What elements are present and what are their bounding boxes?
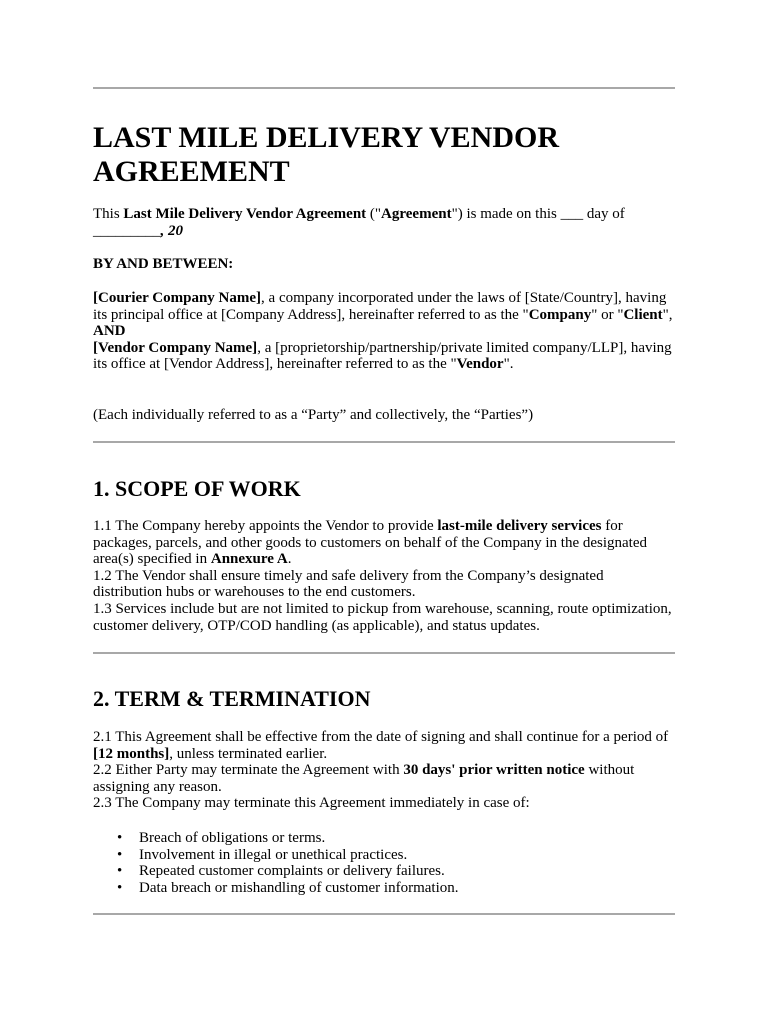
horizontal-rule [93,87,675,89]
text-run: " or " [591,306,624,323]
bold-text: Vendor [456,356,504,373]
text-run: , unless terminated earlier. [169,745,328,762]
bold-text: Last Mile Delivery Vendor Agreement [123,206,367,222]
bullet-icon: • [117,879,123,896]
intro-paragraph [93,206,675,239]
bold-text: [12 months] [93,745,170,762]
termination-reasons-list [93,830,675,896]
text-run: ") is made on this ___ day of [451,206,625,222]
text-run: 2.3 The Company may terminate this Agreement immediately in case of: [93,795,530,812]
bullet-icon: • [117,863,123,880]
text-run: This [93,206,124,222]
text-run: 2.1 This Agreement shall be effective from the date of signing and shall continue for a period of [93,729,669,745]
text-run: ". [503,356,514,373]
list-item-text: Breach of obligations or terms. [139,830,326,846]
section-body-scope [93,518,675,634]
text-run: 1.2 The Vendor shall ensure timely and safe delivery from the Company’s designated distribution hubs or warehouses to the end customers. [93,567,604,601]
text-run: 1.1 The Company hereby appoints the Vendor to provide [93,518,438,534]
bold-text: AND [93,323,126,340]
text-run: 2.2 Either Party may terminate the Agreement with [93,762,404,779]
list-item-text: Data breach or mishandling of customer information. [139,879,459,896]
horizontal-rule [93,441,675,443]
list-item [93,863,675,880]
bullet-icon: • [117,846,123,863]
text-run: , a company incorporated under the laws of [State/Country], having its principal office at [Company Address], hereinafter referred to as the " [93,290,667,323]
section-heading-term: 2. TERM & TERMINATION [93,686,371,711]
bold-italic-text: , 20 [160,222,183,239]
list-item [93,830,675,847]
text-run: 1.3 Services include but are not limited to pickup from warehouse, scanning, route optimization, customer delivery, OTP/COD handling (as applicable), and status updates. [93,600,672,634]
text-run: without assigning any reason. [93,762,635,795]
horizontal-rule [93,652,675,654]
section-heading-scope: 1. SCOPE OF WORK [93,476,301,501]
bullet-icon: • [117,830,123,846]
list-item [93,880,675,897]
section-body-term [93,729,675,812]
bold-text: Client [623,306,663,323]
bold-text: last-mile delivery services [437,518,602,534]
text-run: (" [366,206,382,222]
list-item-text: Repeated customer complaints or delivery failures. [139,863,445,880]
text-run: , a [proprietorship/partnership/private limited company/LLP], having its office at [Vendor Address], hereinafter referred to as the " [93,339,672,373]
bold-text: Annexure A [210,551,288,568]
bold-text: [Vendor Company Name] [93,339,258,356]
text-run: _________ [93,222,161,239]
document-title: LAST MILE DELIVERY VENDOR AGREEMENT [93,121,559,188]
horizontal-rule [93,913,675,915]
bold-text: Agreement [381,206,452,222]
parties-note: (Each individually referred to as a “Party” and collectively, the “Parties”) [93,407,534,423]
bold-text: Company [528,306,592,323]
text-run: . [287,551,292,568]
bold-text: [Courier Company Name] [93,290,262,306]
text-run: for packages, parcels, and other goods to customers on behalf of the Company in the designated area(s) specified in [93,518,648,568]
bold-text: 30 days' prior written notice [403,762,585,779]
parties-paragraph [93,290,675,373]
by-and-between-label: BY AND BETWEEN: [93,256,234,272]
list-item-text: Involvement in illegal or unethical practices. [139,846,408,863]
text-run: ", [662,306,673,323]
list-item [93,847,675,864]
